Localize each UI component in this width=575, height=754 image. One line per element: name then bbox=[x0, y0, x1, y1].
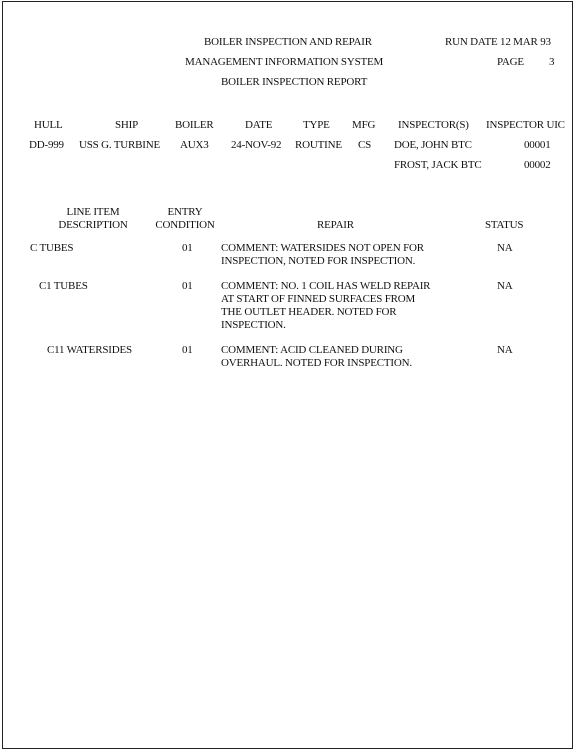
col-status: STATUS bbox=[485, 219, 524, 231]
line-item-description: C11 WATERSIDES bbox=[47, 344, 132, 356]
mfg-value: CS bbox=[358, 139, 372, 151]
page-number: 3 bbox=[549, 56, 555, 68]
col-hull: HULL bbox=[34, 119, 63, 131]
repair-comment: COMMENT: ACID CLEANED DURING OVERHAUL. NOTED FOR INSPECTION. bbox=[221, 344, 412, 369]
line-item-description: C TUBES bbox=[30, 242, 74, 254]
col-inspectors: INSPECTOR(S) bbox=[398, 119, 469, 131]
repair-comment: COMMENT: NO. 1 COIL HAS WELD REPAIR AT START OF FINNED SURFACES FROM THE OUTLET HEADER. NOTED FOR INSPECTION. bbox=[221, 280, 431, 331]
report-title-line3: BOILER INSPECTION REPORT bbox=[221, 76, 368, 88]
status-value: NA bbox=[497, 280, 513, 292]
hull-value: DD-999 bbox=[29, 139, 64, 151]
entry-condition: 01 bbox=[182, 344, 193, 356]
report-title-line2: MANAGEMENT INFORMATION SYSTEM bbox=[185, 56, 384, 68]
entry-condition: 01 bbox=[182, 280, 193, 292]
col-inspector-uic: INSPECTOR UIC bbox=[486, 119, 565, 131]
col-entry-condition: ENTRY CONDITION bbox=[155, 206, 215, 231]
inspector-uic: 00001 bbox=[524, 139, 551, 151]
report-page bbox=[2, 1, 573, 749]
status-value: NA bbox=[497, 242, 513, 254]
status-value: NA bbox=[497, 344, 513, 356]
line-item-description: C1 TUBES bbox=[39, 280, 88, 292]
col-ship: SHIP bbox=[115, 119, 139, 131]
run-date: RUN DATE 12 MAR 93 bbox=[445, 36, 551, 48]
col-repair: REPAIR bbox=[317, 219, 354, 231]
report-title-line1: BOILER INSPECTION AND REPAIR bbox=[204, 36, 372, 48]
col-boiler: BOILER bbox=[175, 119, 214, 131]
col-date: DATE bbox=[245, 119, 273, 131]
inspector-name: FROST, JACK BTC bbox=[394, 159, 482, 171]
type-value: ROUTINE bbox=[295, 139, 342, 151]
date-value: 24-NOV-92 bbox=[231, 139, 282, 151]
repair-comment: COMMENT: WATERSIDES NOT OPEN FOR INSPECTION, NOTED FOR INSPECTION. bbox=[221, 242, 424, 267]
ship-value: USS G. TURBINE bbox=[79, 139, 161, 151]
page-label: PAGE bbox=[497, 56, 524, 68]
boiler-value: AUX3 bbox=[180, 139, 209, 151]
inspector-name: DOE, JOHN BTC bbox=[394, 139, 472, 151]
entry-condition: 01 bbox=[182, 242, 193, 254]
col-mfg: MFG bbox=[352, 119, 376, 131]
inspector-uic: 00002 bbox=[524, 159, 551, 171]
col-line-item: LINE ITEM DESCRIPTION bbox=[58, 206, 128, 231]
col-type: TYPE bbox=[303, 119, 330, 131]
